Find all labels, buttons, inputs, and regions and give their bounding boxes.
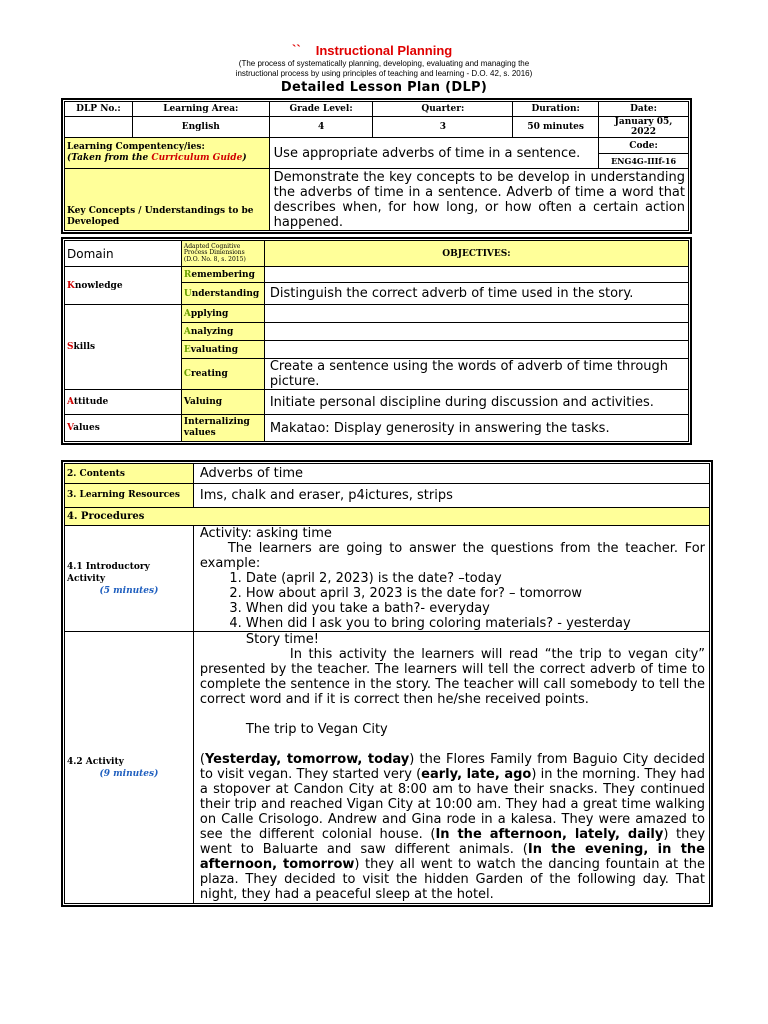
analyzing-label — [181, 323, 264, 341]
story-choice: Yesterday, tomorrow, today — [204, 752, 410, 767]
intro-line-2: The learners are going to answer the questions from the teacher. For example: — [199, 541, 705, 571]
curriculum-guide-text: Curriculum Guide — [151, 153, 243, 163]
quarter-label: Quarter: — [373, 102, 513, 117]
procedures-label: 4. Procedures — [65, 508, 710, 526]
knowledge-initial: K — [67, 280, 75, 291]
skills-rest: kills — [73, 342, 96, 352]
list-item: 1. Date (april 2, 2023) is the date? –today — [246, 571, 705, 586]
creating-initial: C — [183, 369, 192, 379]
dlp-info-table — [64, 101, 689, 231]
remembering-objective — [264, 267, 688, 283]
remembering-rest: emembering — [191, 269, 255, 280]
competency-note-suffix: ) — [242, 153, 247, 163]
values-initial: V — [67, 423, 74, 433]
evaluating-objective — [264, 341, 688, 359]
duration-value: 50 minutes — [513, 117, 599, 138]
intro-line-1: Activity: asking time — [199, 526, 332, 541]
resources-value: Ims, chalk and eraser, p4ictures, strips — [193, 484, 709, 508]
learning-area-label: Learning Area: — [132, 102, 269, 117]
instructional-planning-title — [0, 43, 768, 58]
story-text: ( — [199, 752, 205, 767]
activity-content — [193, 632, 709, 904]
date-value: January 05, 2022 — [599, 117, 689, 138]
dimensions-label-1: Adapted Cognitive — [183, 242, 241, 250]
competency-value: Use appropriate adverbs of time in a sentence. — [269, 138, 598, 169]
domain-label: Domain — [65, 241, 182, 267]
resources-label: 3. Learning Resources — [65, 484, 194, 508]
knowledge-rest: nowledge — [74, 280, 123, 291]
list-item: 3. When did you take a bath?- everyday — [246, 601, 705, 616]
attitude-label — [65, 390, 182, 415]
story-choice: In the evening, in the afternoon, tomorrow — [199, 842, 705, 872]
dimensions-label-2: Process Dimensions — [183, 249, 245, 257]
analyzing-rest: nalyzing — [190, 326, 234, 337]
learning-area-value: English — [132, 117, 269, 138]
understanding-objective: Distinguish the correct adverb of time used in the story. — [264, 283, 688, 305]
competency-label-cell — [65, 138, 270, 169]
title-text: Instructional Planning — [315, 43, 453, 58]
story-title: The trip to Vegan City — [245, 722, 388, 737]
key-concepts-label: Key Concepts / Understandings to be Developed — [65, 169, 270, 231]
code-label: Code: — [599, 138, 689, 154]
understanding-label — [181, 283, 264, 305]
intro-activity-label: 4.1 Introductory Activity — [67, 561, 150, 584]
story-paragraph — [200, 752, 705, 902]
story-text: ) in the morning. They had a stopover at Candon City at 8:00 am to have their snacks. They continued their trip and reached Vigan City at 10:00 am. They had a great time walking on Calle Crisologo. Andrew and Gina rode in a kalesa. They were amazed to see the different colonial house. ( — [199, 767, 705, 842]
story-choice: In the afternoon, lately, daily — [435, 827, 664, 842]
values-label — [65, 415, 182, 442]
valuing-label: Valuing — [181, 390, 264, 415]
list-item: 4. When did I ask you to bring coloring materials? - yesterday — [246, 616, 705, 631]
analyzing-initial: A — [183, 326, 191, 337]
subtitle-line-2: instructional process by using principles of teaching and learning - D.O. 42, s. 2016) — [235, 69, 533, 78]
attitude-rest: ttitude — [73, 397, 109, 407]
activity-time: (9 minutes) — [99, 768, 159, 779]
understanding-initial: U — [183, 288, 192, 299]
applying-label — [181, 305, 264, 323]
subtitle — [0, 59, 768, 79]
intro-activity-time: (5 minutes) — [99, 585, 159, 596]
understanding-rest: nderstanding — [191, 288, 260, 299]
applying-objective — [264, 305, 688, 323]
creating-label — [181, 359, 264, 390]
dlp-no-label: DLP No.: — [65, 102, 133, 117]
document-title: Detailed Lesson Plan (DLP) — [280, 80, 488, 95]
title-tick-marks: `` — [292, 42, 301, 57]
applying-initial: A — [183, 308, 191, 319]
contents-label: 2. Contents — [65, 464, 194, 484]
activity-label: 4.2 Activity — [67, 756, 124, 767]
competency-note — [67, 153, 267, 164]
evaluating-label — [181, 341, 264, 359]
key-concepts-value: Demonstrate the key concepts to be develop in understanding the adverbs of time in a sentence. Adverb of time a word that describes when, for how long, or how often a certain action happened. — [269, 169, 688, 231]
story-choice: early, late, ago — [421, 767, 532, 782]
activity-heading: Story time! — [245, 632, 319, 647]
quarter-value: 3 — [373, 117, 513, 138]
evaluating-initial: E — [183, 344, 191, 355]
knowledge-label — [65, 267, 182, 305]
dimensions-label — [181, 241, 264, 267]
objectives-header: OBJECTIVES: — [264, 241, 688, 267]
duration-label: Duration: — [513, 102, 599, 117]
story-text: ) they went to Baluarte and saw different animals. ( — [199, 827, 706, 857]
activity-label-cell — [65, 632, 194, 904]
list-item: 2. How about april 3, 2023 is the date for? – tomorrow — [246, 586, 705, 601]
dlp-no-value — [65, 117, 133, 138]
objectives-table — [64, 240, 689, 442]
dimensions-label-3: (D.O. No. 8, s. 2015) — [183, 255, 246, 263]
intro-activity-content — [193, 526, 709, 632]
internalizing-label: Internalizing values — [181, 415, 264, 442]
procedures-table — [64, 463, 710, 904]
intro-activity-label-cell — [65, 526, 194, 632]
skills-initial: S — [67, 342, 74, 352]
attitude-initial: A — [67, 397, 74, 407]
skills-label — [65, 305, 182, 390]
contents-value: Adverbs of time — [193, 464, 709, 484]
grade-level-label: Grade Level: — [269, 102, 373, 117]
intro-question-list — [200, 571, 705, 631]
competency-label: Learning Compentency/ies: — [67, 142, 205, 152]
code-value: ENG4G-IIIf-16 — [599, 154, 689, 169]
values-rest: alues — [73, 423, 100, 433]
creating-objective: Create a sentence using the words of adverb of time through picture. — [264, 359, 688, 390]
valuing-objective: Initiate personal discipline during discussion and activities. — [264, 390, 688, 415]
analyzing-objective — [264, 323, 688, 341]
date-label: Date: — [599, 102, 689, 117]
story-text: ) they all went to watch the dancing fountain at the plaza. They decided to visit the hidden Garden of the following day. That night, they had a peaceful sleep at the hotel. — [199, 857, 705, 902]
creating-rest: reating — [191, 369, 228, 379]
story-text: ) the Flores Family from Baguio City decided to visit vegan. They started very ( — [199, 752, 705, 782]
evaluating-rest: valuating — [190, 344, 239, 355]
grade-level-value: 4 — [269, 117, 373, 138]
remembering-label — [181, 267, 264, 283]
competency-note-prefix: (Taken from the — [67, 153, 152, 163]
remembering-initial: R — [183, 269, 192, 280]
applying-rest: pplying — [190, 308, 229, 319]
activity-instructions: In this activity the learners will read “the trip to vegan city” presented by the teacher. The learners will tell the correct adverb of time to complete the sentence in the story. The teacher will call somebody to tell the correct word and if it is correct then he/she received points. — [199, 647, 705, 707]
subtitle-line-1: (The process of systematically planning, developing, evaluating and managing the — [238, 59, 530, 68]
internalizing-objective: Makatao: Display generosity in answering the tasks. — [264, 415, 688, 442]
